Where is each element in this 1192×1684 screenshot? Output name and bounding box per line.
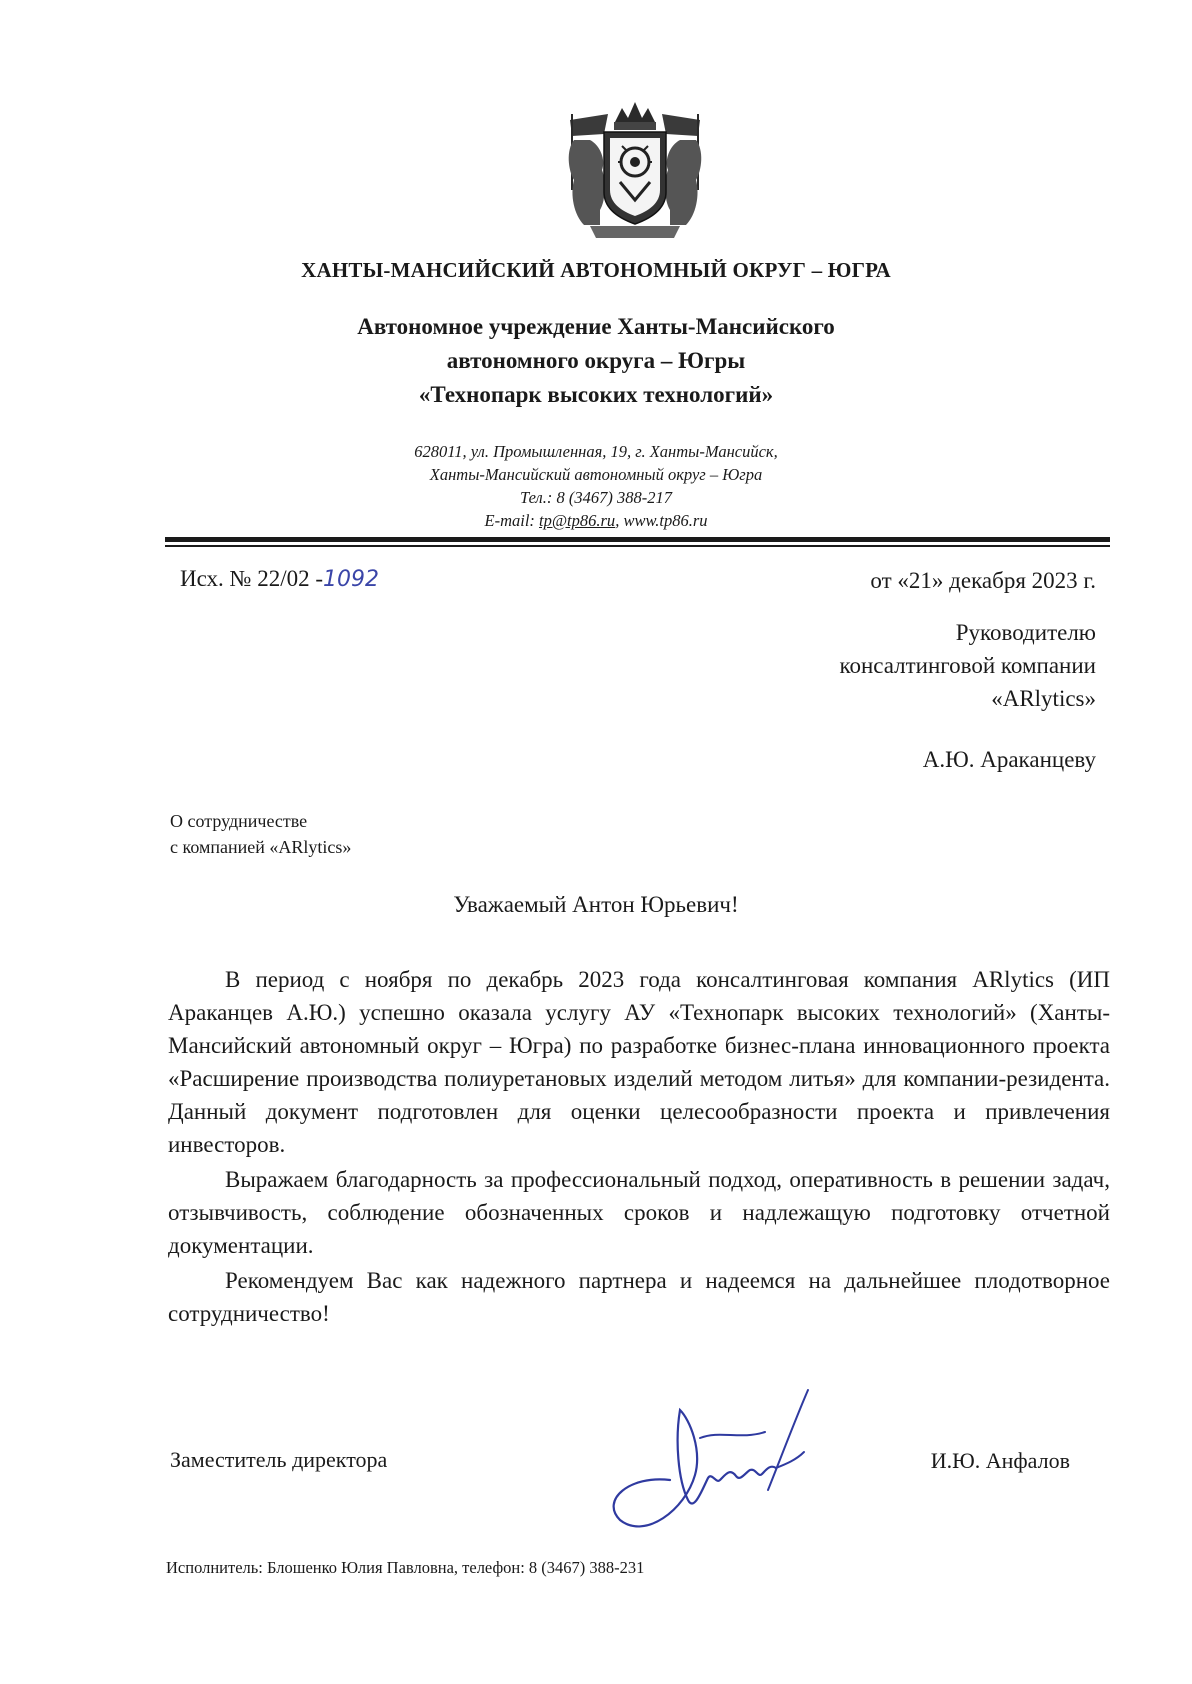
- salutation: Уважаемый Антон Юрьевич!: [453, 892, 739, 917]
- subject-line: с компанией «ARlytics»: [170, 837, 352, 857]
- website-link[interactable]: www.tp86.ru: [623, 511, 708, 530]
- letter-body: [168, 963, 1110, 1332]
- addressee-line: «ARlytics»: [991, 686, 1096, 711]
- organization-line: автономного округа – Югры: [446, 348, 746, 373]
- addressee-name: А.Ю. Араканцеву: [922, 747, 1096, 772]
- address-line: Ханты-Мансийский автономный округ – Югра: [429, 465, 763, 484]
- phone-line: Тел.: 8 (3467) 388-217: [520, 488, 672, 507]
- region-title: ХАНТЫ-МАНСИЙСКИЙ АВТОНОМНЫЙ ОКРУГ – ЮГРА: [301, 258, 891, 282]
- email-separator: ,: [615, 511, 624, 530]
- body-paragraph: Рекомендуем Вас как надежного партнера и надеемся на дальнейшее плодотворное сотрудничество!: [168, 1268, 1110, 1326]
- body-paragraph: В период с ноября по декабрь 2023 года консалтинговая компания ARlytics (ИП Араканцев А.Ю.) успешно оказала услугу АУ «Технопарк высоких технологий» (Ханты-Мансийский автономный округ – Югра) по разработке бизнес-плана инновационного проекта «Расширение производства полиуретановых изделий методом литья» для компании-резидента. Данный документ подготовлен для оценки целесообразности проекта и привлечения инвесторов.: [168, 967, 1110, 1157]
- signatory-role: Заместитель директора: [170, 1447, 388, 1472]
- outgoing-number: [180, 566, 379, 592]
- address-line: 628011, ул. Промышленная, 19, г. Ханты-Мансийск,: [414, 442, 778, 461]
- handwritten-signature-icon: [590, 1380, 840, 1540]
- letter-date: от «21» декабря 2023 г.: [870, 568, 1096, 593]
- executor-line: Исполнитель: Блошенко Юлия Павловна, телефон: 8 (3467) 388-231: [166, 1558, 645, 1577]
- organization-line: Автономное учреждение Ханты-Мансийского: [357, 314, 835, 339]
- email-prefix: E-mail:: [484, 511, 540, 530]
- email-link[interactable]: tp@tp86.ru: [539, 511, 616, 530]
- organization-name: [0, 310, 1192, 412]
- header-divider-thick: [165, 537, 1110, 542]
- signatory-name: И.Ю. Анфалов: [930, 1448, 1070, 1473]
- addressee-block: [839, 616, 1096, 715]
- addressee-line: консалтинговой компании: [839, 653, 1096, 678]
- email-line: [0, 509, 1192, 532]
- subject-block: [170, 808, 351, 860]
- coat-of-arms-icon: [560, 100, 710, 245]
- addressee-line: Руководителю: [955, 620, 1096, 645]
- outgoing-handwritten-number: 1092: [323, 567, 380, 592]
- contact-block: [0, 440, 1192, 532]
- body-paragraph: Выражаем благодарность за профессиональный подход, оперативность в решении задач, отзывчивость, соблюдение обозначенных сроков и надлежащую подготовку отчетной документации.: [168, 1167, 1110, 1258]
- outgoing-prefix: Исх. № 22/02 -: [180, 566, 324, 591]
- organization-line: «Технопарк высоких технологий»: [418, 382, 774, 407]
- header-divider-thin: [165, 545, 1110, 547]
- subject-line: О сотрудничестве: [170, 811, 308, 831]
